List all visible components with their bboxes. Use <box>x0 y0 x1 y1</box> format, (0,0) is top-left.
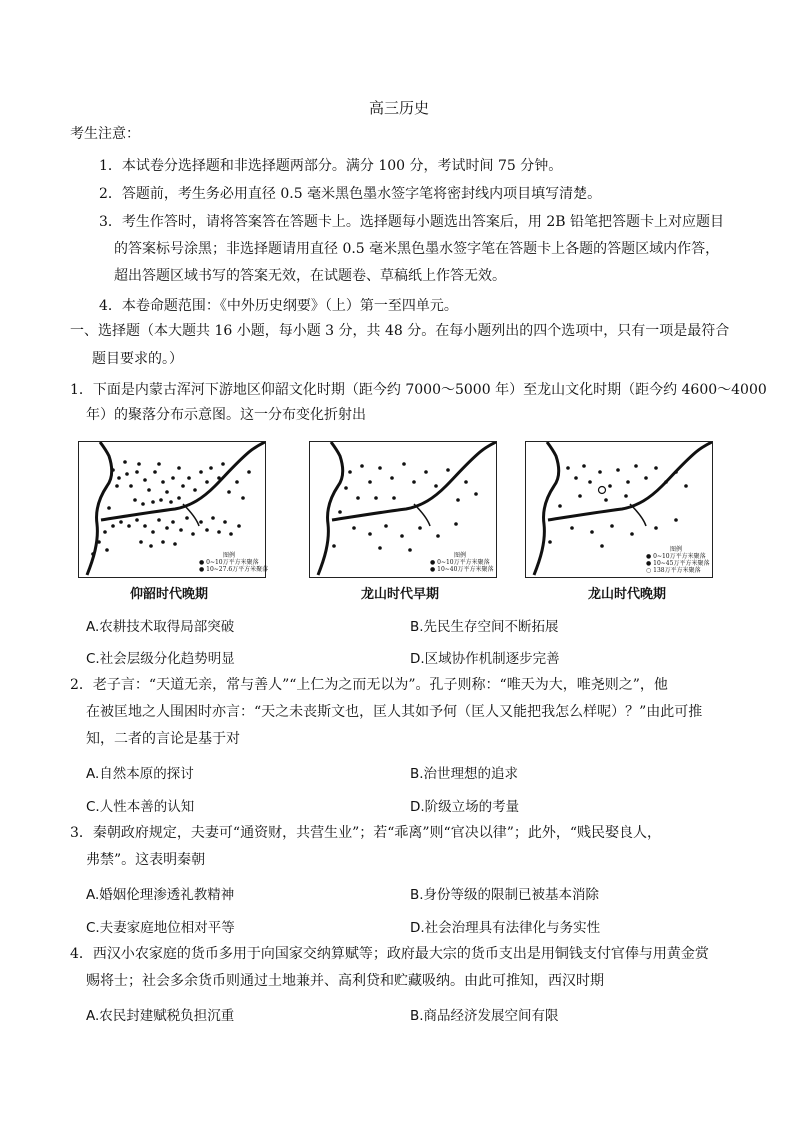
q3-option-c[interactable]: C.夫妻家庭地位相对平等 <box>86 920 235 936</box>
q4-option-b[interactable]: B.商品经济发展空间有限 <box>410 1008 559 1024</box>
q2-stem: 2．老子言：“天道无亲，常与善人”“上仁为之而无以为”。孔子则称：“唯天为大，唯尧则之”，他 <box>70 677 668 693</box>
map-2-legend: 图例 ● 0~10万平方米聚落 ● 10~40万平方米聚落 <box>430 552 494 573</box>
q1-option-b[interactable]: B.先民生存空间不断拓展 <box>410 619 559 635</box>
q3-option-d[interactable]: D.社会治理具有法律化与务实性 <box>410 920 601 936</box>
section-heading: 一、选择题（本大题共 16 小题，每小题 3 分，共 48 分。在每小题列出的四个选项中，只有一项是最符合 <box>70 323 730 339</box>
map-3-caption: 龙山时代晚期 <box>588 587 667 602</box>
notice-item-2: 2．答题前，考生务必用直径 0.5 毫米黑色墨水签字笔将密封线内项目填写清楚。 <box>99 186 602 202</box>
q4-option-a[interactable]: A.农民封建赋税负担沉重 <box>86 1008 235 1024</box>
map-2-caption: 龙山时代早期 <box>361 587 440 602</box>
map-longshan-late <box>525 441 713 578</box>
q2-option-a[interactable]: A.自然本原的探讨 <box>86 766 194 782</box>
section-heading-cont: 题目要求的。） <box>92 351 183 367</box>
map-1-legend: 图例 ● 0~10万平方米聚落 ● 10~27.6万平方米聚落 <box>199 552 269 573</box>
q4-stem: 4．西汉小农家庭的货币多用于向国家交纳算赋等；政府最大宗的货币支出是用铜钱支付官俸与用黄金赏 <box>70 946 709 962</box>
q3-stem: 3．秦朝政府规定，夫妻可“通资财，共营生业”；若“乖离”则“官决以律”；此外，“贱民娶良人， <box>70 825 662 841</box>
q3-option-b[interactable]: B.身份等级的限制已被基本消除 <box>410 887 600 903</box>
q1-stem-cont: 年）的聚落分布示意图。这一分布变化折射出 <box>86 407 366 423</box>
q1-option-a[interactable]: A.农耕技术取得局部突破 <box>86 619 235 635</box>
notice-item-4: 4．本卷命题范围：《中外历史纲要》（上）第一至四单元。 <box>99 298 458 314</box>
notice-item-1: 1．本试卷分选择题和非选择题两部分。满分 100 分，考试时间 75 分钟。 <box>99 158 563 174</box>
q2-option-d[interactable]: D.阶级立场的考量 <box>410 799 520 815</box>
q3-option-a[interactable]: A.婚姻伦理渗透礼教精神 <box>86 887 235 903</box>
q2-option-b[interactable]: B.治世理想的追求 <box>410 766 519 782</box>
notice-item-3-cont2: 超出答题区域书写的答案无效，在试题卷、草稿纸上作答无效。 <box>114 268 506 284</box>
q4-stem-cont: 赐将士；社会多余货币则通过土地兼并、高利贷和贮藏吸纳。由此可推知，西汉时期 <box>86 973 604 989</box>
q1-option-c[interactable]: C.社会层级分化趋势明显 <box>86 651 235 667</box>
notice-item-3: 3．考生作答时，请将答案答在答题卡上。选择题每小题选出答案后，用 2B 铅笔把答题卡上对应题目 <box>99 214 725 230</box>
q1-stem: 1．下面是内蒙古浑河下游地区仰韶文化时期（距今约 7000～5000 年）至龙山文化时期（距今约 4600～4000 <box>70 382 767 398</box>
map-longshan-early <box>309 441 497 578</box>
map-yangshao-late <box>78 441 269 578</box>
notice-heading: 考生注意： <box>70 126 140 142</box>
q3-stem-cont: 弗禁”。这表明秦朝 <box>86 852 206 868</box>
q2-stem-cont2: 知，二者的言论是基于对 <box>86 731 240 747</box>
page-title: 高三历史 <box>369 99 430 117</box>
map-3-legend: 图例 ● 0~10万平方米聚落 ● 10~45万平方米聚落 ○ 138万平方米聚落 <box>646 546 710 574</box>
notice-item-3-cont: 的答案标号涂黑；非选择题请用直径 0.5 毫米黑色墨水签字笔在答题卡上各题的答题区域内作答， <box>114 241 720 257</box>
q1-option-d[interactable]: D.区域协作机制逐步完善 <box>410 651 560 667</box>
map-1-caption: 仰韶时代晚期 <box>130 587 209 602</box>
q2-stem-cont: 在被匡地之人围困时亦言：“天之未丧斯文也，匡人其如予何（匡人又能把我怎么样呢）？”由此可推 <box>86 704 703 720</box>
q2-option-c[interactable]: C.人性本善的认知 <box>86 799 195 815</box>
